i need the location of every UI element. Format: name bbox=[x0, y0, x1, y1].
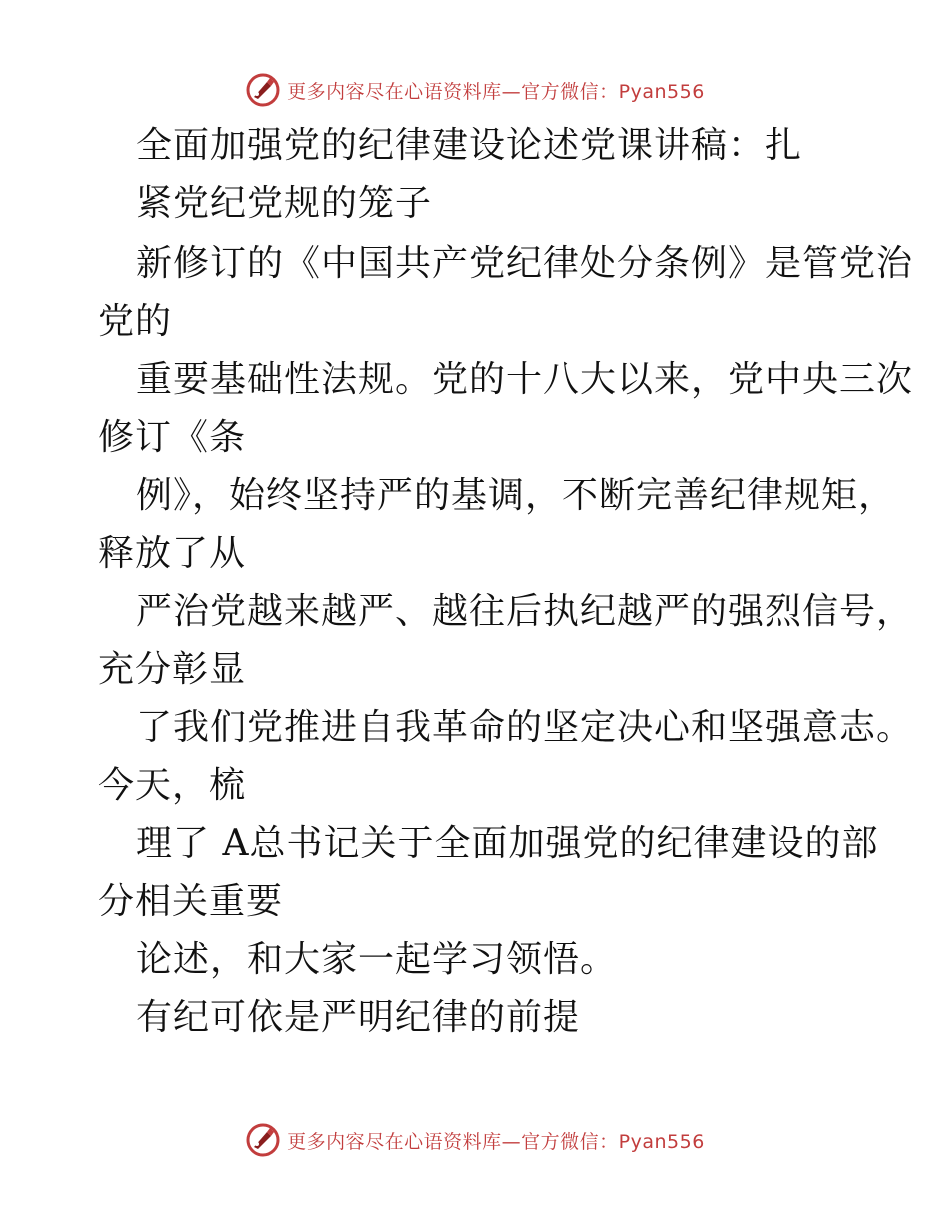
title-line-1: 全面加强党的纪律建设论述党课讲稿：扎 bbox=[136, 125, 803, 166]
body-line: 今天，梳 bbox=[98, 765, 247, 806]
body-line: 例》，始终坚持严的基调，不断完善纪律规矩， bbox=[136, 475, 896, 516]
footer-watermark bbox=[0, 1118, 950, 1162]
body-line: 了我们党推进自我革命的坚定决心和坚强意志。 bbox=[136, 707, 914, 748]
body-line: 充分彰显 bbox=[98, 649, 247, 690]
body-line: 新修订的《中国共产党纪律处分条例》是管党治 bbox=[136, 243, 914, 284]
body-line: 修订《条 bbox=[98, 417, 247, 458]
body-line: 分相关重要 bbox=[98, 881, 284, 922]
title-line-2: 紧党纪党规的笼子 bbox=[136, 183, 433, 224]
body-line: 党的 bbox=[98, 301, 173, 342]
watermark-text: 更多内容尽在心语资料库—官方微信：Pyan556 bbox=[287, 80, 705, 103]
pen-seal-icon bbox=[245, 72, 281, 108]
body-line: 严治党越来越严、越往后执纪越严的强烈信号， bbox=[136, 591, 914, 632]
body-line: 论述，和大家一起学习领悟。 bbox=[136, 939, 618, 980]
section-heading: 有纪可依是严明纪律的前提 bbox=[136, 997, 581, 1038]
pen-seal-icon bbox=[245, 1122, 281, 1158]
body-line: 理了 A总书记关于全面加强党的纪律建设的部 bbox=[136, 823, 879, 864]
header-watermark bbox=[0, 68, 950, 112]
watermark-text: 更多内容尽在心语资料库—官方微信：Pyan556 bbox=[287, 1130, 705, 1153]
body-line: 释放了从 bbox=[98, 533, 247, 574]
body-line: 重要基础性法规。党的十八大以来，党中央三次 bbox=[136, 359, 914, 400]
